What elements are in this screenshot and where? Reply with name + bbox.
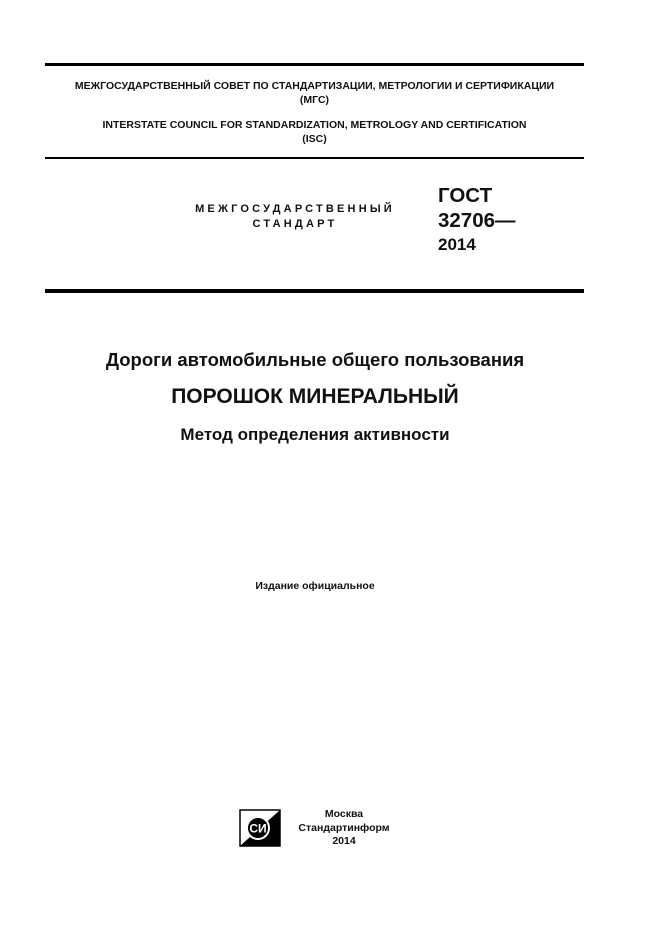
publisher-city: Москва xyxy=(324,808,364,820)
publisher-year: 2014 xyxy=(332,835,356,847)
council-name-ru-text: МЕЖГОСУДАРСТВЕННЫЙ СОВЕТ ПО СТАНДАРТИЗАЦИИ, МЕТРОЛОГИИ И СЕРТИФИКАЦИИ xyxy=(74,80,555,92)
council-name-ru xyxy=(45,79,584,107)
standartinform-logo-icon xyxy=(239,809,281,847)
gost-number: 32706— xyxy=(438,209,516,232)
middle-rule xyxy=(45,157,584,159)
standard-type-line2: СТАНДАРТ xyxy=(252,218,338,230)
document-title-line3: Метод определения активности xyxy=(180,425,450,444)
publisher-name: Стандартинформ xyxy=(298,821,390,834)
edition-label: Издание официальное xyxy=(255,580,375,592)
top-rule xyxy=(45,63,584,66)
gost-designation xyxy=(438,183,516,233)
svg-text:СИ: СИ xyxy=(249,821,267,836)
bottom-rule xyxy=(45,289,584,293)
council-abbr-en: (ISC) xyxy=(302,133,327,145)
council-abbr-ru: (МГС) xyxy=(299,94,330,106)
council-name-en xyxy=(45,118,584,146)
gost-label: ГОСТ xyxy=(438,184,493,207)
standard-type xyxy=(170,202,420,232)
publisher-info xyxy=(290,808,398,849)
council-name-en-text: INTERSTATE COUNCIL FOR STANDARDIZATION, METROLOGY AND CERTIFICATION xyxy=(102,119,527,131)
standard-type-line1: МЕЖГОСУДАРСТВЕННЫЙ xyxy=(195,203,395,215)
document-title-line1: Дороги автомобильные общего пользования xyxy=(105,349,525,370)
gost-year: 2014 xyxy=(438,235,476,254)
document-title-line2: ПОРОШОК МИНЕРАЛЬНЫЙ xyxy=(171,385,459,408)
